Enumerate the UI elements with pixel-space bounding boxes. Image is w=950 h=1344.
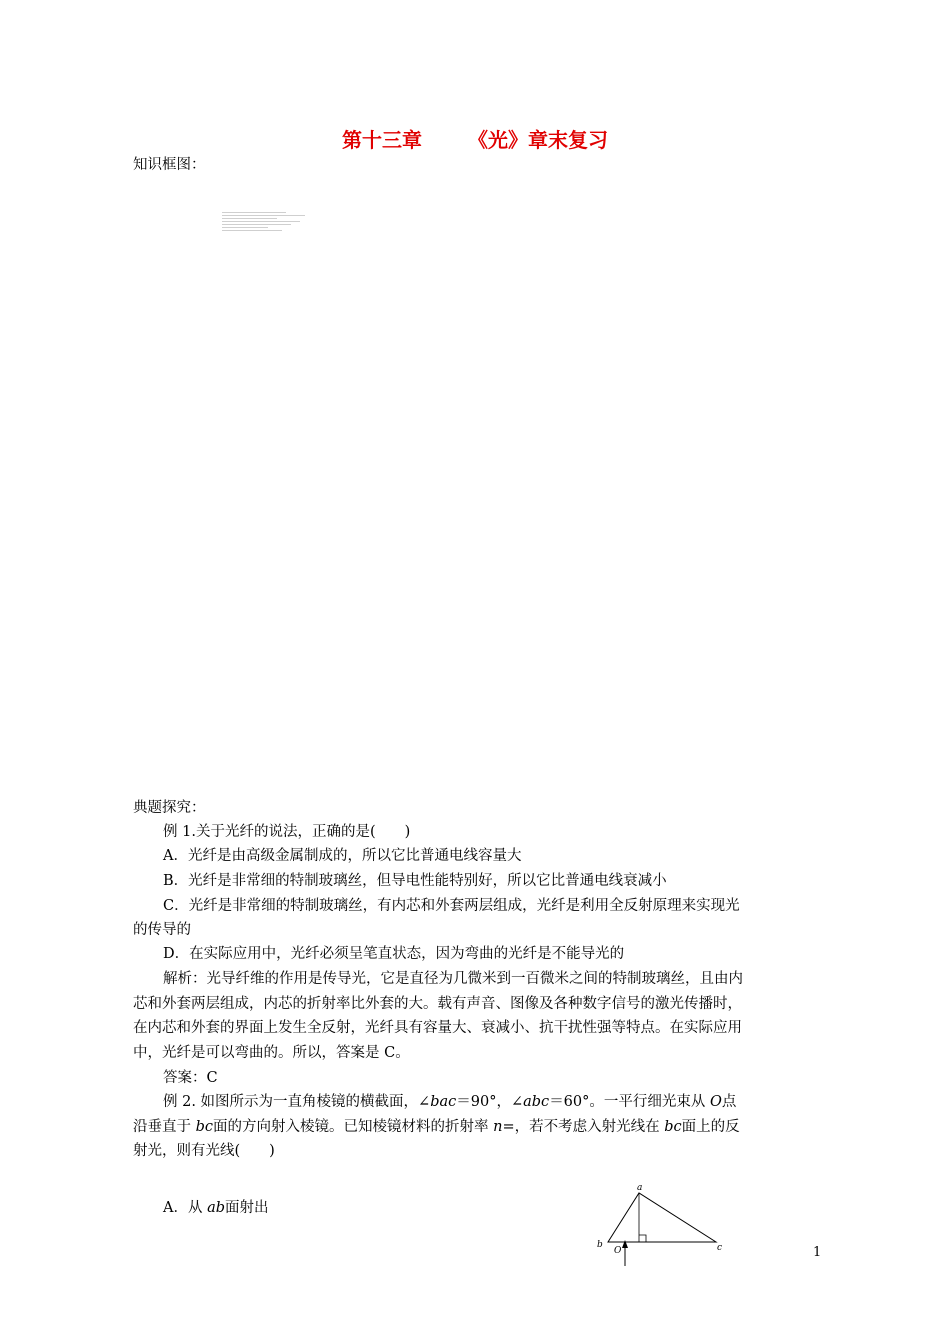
label-c: c bbox=[717, 1243, 723, 1253]
ex1-analysis-line3: 在内芯和外套的界面上发生全反射，光纤具有容量大、衰减小、抗干扰性强等特点。在实际应用 bbox=[133, 1020, 742, 1036]
ex2-option-a: A．从 ab面射出 bbox=[163, 1200, 269, 1216]
ex1-option-a: A．光纤是由高级金属制成的，所以它比普通电线容量大 bbox=[163, 848, 522, 864]
label-b: b bbox=[597, 1240, 603, 1250]
incident-arrowhead bbox=[622, 1240, 628, 1248]
ex1-option-c-cont: 的传导的 bbox=[133, 922, 191, 938]
page-title bbox=[0, 124, 950, 153]
ex2-line3: 射光，则有光线( ) bbox=[133, 1143, 275, 1159]
ex1-question: 例 1.关于光纤的说法，正确的是( ) bbox=[163, 824, 411, 840]
ex1-option-b: B．光纤是非常细的特制玻璃丝，但导电性能特别好，所以它比普通电线衰减小 bbox=[163, 873, 667, 889]
ex1-analysis-line4: 中，光纤是可以弯曲的。所以，答案是 C。 bbox=[133, 1045, 410, 1061]
ex1-option-d: D．在实际应用中，光纤必须呈笔直状态，因为弯曲的光纤是不能导光的 bbox=[163, 946, 625, 962]
label-O: O bbox=[614, 1246, 622, 1256]
page-number: 1 bbox=[813, 1245, 822, 1260]
ex1-answer: 答案：C bbox=[163, 1070, 218, 1086]
ex1-analysis-line2: 芯和外套两层组成，内芯的折射率比外套的大。载有声音、图像及各种数字信号的激光传播时， bbox=[133, 996, 742, 1012]
ex1-option-c: C．光纤是非常细的特制玻璃丝，有内芯和外套两层组成，光纤是利用全反射原理来实现光 bbox=[163, 898, 740, 914]
framework-diagram-thumbnail bbox=[222, 210, 314, 242]
ex1-analysis-line1: 解析：光导纤维的作用是传导光，它是直径为几微米到一百微米之间的特制玻璃丝，且由内 bbox=[163, 971, 743, 987]
prism-triangle bbox=[608, 1193, 716, 1242]
chapter-number: 第十三章 bbox=[342, 128, 422, 152]
label-a: a bbox=[637, 1183, 643, 1193]
prism-diagram bbox=[590, 1180, 730, 1266]
right-angle-mark bbox=[639, 1235, 646, 1242]
ex2-line2: 沿垂直于 bc面的方向射入棱镜。已知棱镜材料的折射率 n=，若不考虑入射光线在 bc面上的反 bbox=[133, 1119, 740, 1135]
ex2-line1: 例 2. 如图所示为一直角棱镜的横截面，∠bac＝90°，∠abc＝60°。一平行细光束从 O点 bbox=[163, 1094, 737, 1110]
framework-label: 知识框图： bbox=[133, 157, 206, 173]
chapter-name: 《光》章末复习 bbox=[468, 128, 608, 152]
section-label: 典题探究： bbox=[133, 800, 206, 816]
